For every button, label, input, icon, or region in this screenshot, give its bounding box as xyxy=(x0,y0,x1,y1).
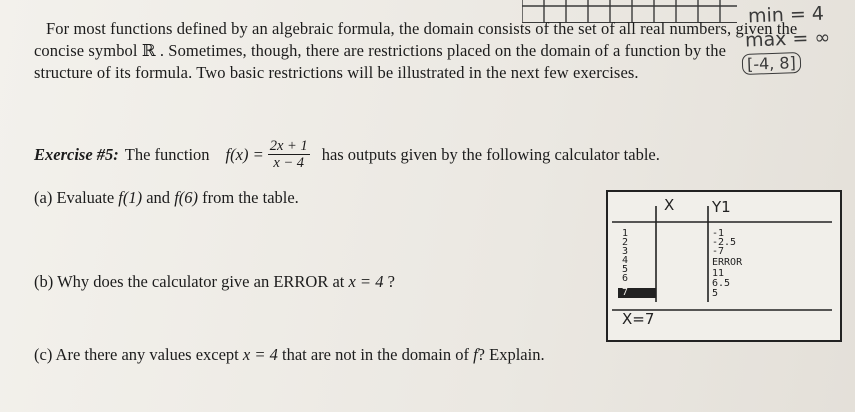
intro-line: structure of its formula. Two basic restrictions will be illustrated in the next few exercises. xyxy=(34,63,639,82)
question-a-and: and xyxy=(146,188,171,207)
question-a-f6: f(6) xyxy=(174,188,199,207)
question-c-f: f xyxy=(473,345,478,364)
formula-denominator: x − 4 xyxy=(273,155,305,171)
exercise-lead: The function xyxy=(124,144,210,164)
exercise-5 xyxy=(34,138,660,171)
intro-line: For most functions defined by an algebraic formula, the domain consists of the set of all real numbers, given the xyxy=(46,19,798,38)
calc-x-value: 5 xyxy=(622,264,629,275)
question-c-mid: that are not in the domain of xyxy=(282,345,469,364)
calc-y-value: ERROR xyxy=(712,257,743,268)
calc-y-value: -1 xyxy=(712,228,725,239)
exercise-label: Exercise #5: xyxy=(34,144,119,164)
calc-x-value-selected: 7 xyxy=(622,287,629,298)
question-b xyxy=(34,272,395,292)
question-b-end: ? xyxy=(387,272,395,291)
question-c xyxy=(34,345,545,365)
calculator-table xyxy=(606,190,842,342)
calc-x-value: 6 xyxy=(622,273,629,284)
calc-y-value: -2.5 xyxy=(712,237,737,248)
question-c-text: (c) Are there any values except xyxy=(34,345,239,364)
handwritten-max: max = ∞ xyxy=(744,26,831,52)
calc-x-value: 3 xyxy=(622,246,629,257)
formula-lhs: f(x) = xyxy=(225,144,264,164)
handwritten-interval: [-4, 8] xyxy=(742,52,801,75)
calc-x-value: 4 xyxy=(622,255,629,266)
calc-y-value: -7 xyxy=(712,246,725,257)
calc-cursor-readout: X=7 xyxy=(622,310,655,328)
exercise-tail: has outputs given by the following calculator table. xyxy=(321,144,660,164)
calc-y-value: 5 xyxy=(712,288,719,299)
calc-y-value: 11 xyxy=(712,268,725,279)
question-a xyxy=(34,188,299,208)
formula-fraction xyxy=(268,138,310,171)
question-a-f1: f(1) xyxy=(118,188,143,207)
calc-y-value: 6.5 xyxy=(712,278,731,289)
calc-x-value: 1 xyxy=(622,228,629,239)
question-b-math: x = 4 xyxy=(348,272,384,291)
question-c-math: x = 4 xyxy=(242,345,278,364)
formula-numerator: 2x + 1 xyxy=(269,138,308,154)
calc-header-y: Y1 xyxy=(712,198,731,216)
question-a-label: (a) Evaluate xyxy=(34,188,115,207)
question-c-end: ? Explain. xyxy=(477,345,545,364)
question-b-text: (b) Why does the calculator give an ERROR at xyxy=(34,272,345,291)
calc-header-x: X xyxy=(664,196,675,214)
calc-x-value: 2 xyxy=(622,237,629,248)
handwritten-min: min = 4 xyxy=(747,2,825,28)
intro-paragraph xyxy=(34,18,824,84)
question-a-tail: from the table. xyxy=(202,188,299,207)
intro-line: concise symbol ℝ . Sometimes, though, there are restrictions placed on the domain of a function by the xyxy=(34,41,726,60)
function-formula xyxy=(226,138,310,171)
